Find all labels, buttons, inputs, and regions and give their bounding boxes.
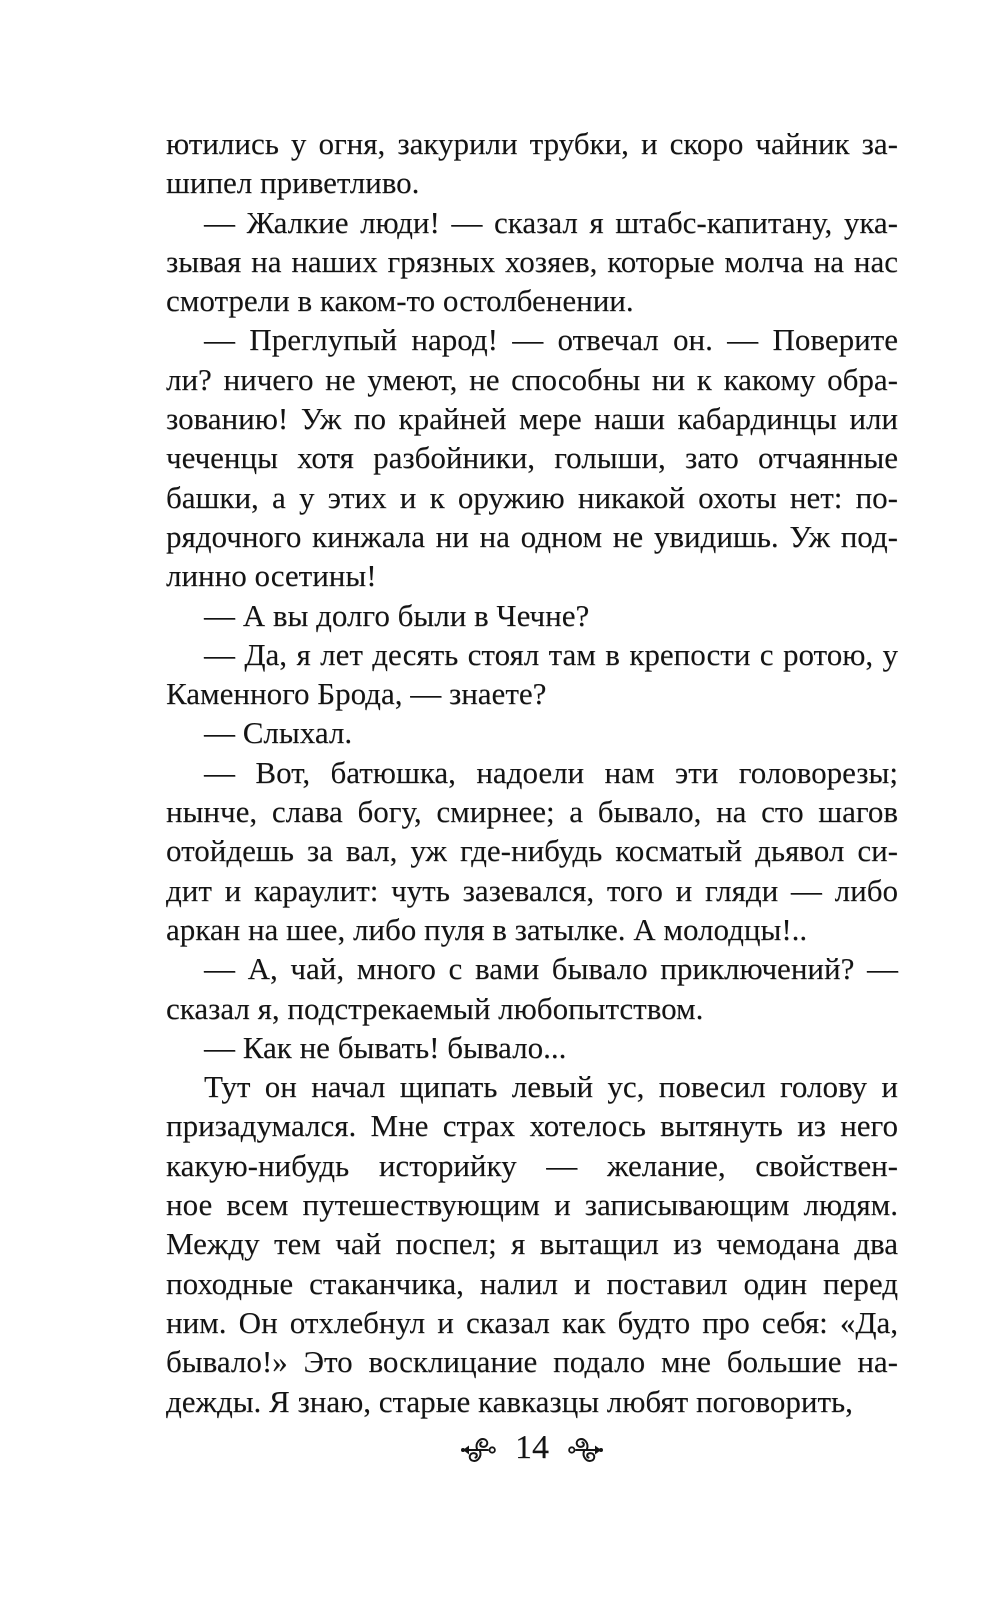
text-line: — Вот, батюшка, надоели нам эти головорезы;	[204, 754, 898, 790]
text-line: нынче, слава богу, смирнее; а бывало, на сто шагов	[166, 794, 898, 830]
text-line: дит и караулит: чуть зазевался, того и гляди — либо	[166, 872, 898, 908]
text-line: призадумался. Мне страх хотелось вытянуть из него	[166, 1108, 898, 1144]
text-line: башки, а у этих и к оружию никакой охоты нет: по-	[166, 479, 898, 515]
text-line: Между тем чай поспел; я вытащил из чемодана два	[166, 1226, 898, 1262]
text-line: ним. Он отхлебнул и сказал как будто про себя: «Да,	[166, 1304, 898, 1340]
text-line: отойдешь за вал, уж где-нибудь косматый дьявол си-	[166, 833, 898, 869]
fleuron-left-icon	[459, 1434, 497, 1466]
text-line: Тут он начал щипать левый ус, повесил голову и	[204, 1069, 898, 1105]
text-line: — А, чай, много с вами бывало приключений? —	[204, 951, 898, 987]
text-block	[166, 124, 898, 1421]
text-line: — Жалкие люди! — сказал я штабс-капитану, ука-	[204, 204, 898, 240]
text-line: — Да, я лет десять стоял там в крепости с ротою, у	[204, 636, 898, 672]
text-line: сказал я, подстрекаемый любопытством.	[166, 990, 704, 1026]
text-line: аркан на шее, либо пуля в затылке. А молодцы!..	[166, 911, 808, 947]
text-line: — Преглупый народ! — отвечал он. — Поверите	[204, 322, 898, 358]
text-line: линно осетины!	[166, 558, 377, 594]
text-line: бывало!» Это восклицание подало мне большие на-	[166, 1344, 898, 1380]
text-line: — Как не бывать! бывало...	[204, 1029, 567, 1065]
text-line: зывая на наших грязных хозяев, которые молча на нас	[166, 243, 898, 279]
text-line: рядочного кинжала ни на одном не увидишь. Уж под-	[166, 518, 898, 554]
fleuron-right-icon	[567, 1434, 605, 1466]
text-line: дежды. Я знаю, старые кавказцы любят поговорить,	[166, 1383, 853, 1419]
text-line: ное всем путешествующим и записывающим людям.	[166, 1187, 898, 1223]
text-line: какую-нибудь историйку — желание, свойствен-	[166, 1147, 898, 1183]
text-line: ютились у огня, закурили трубки, и скоро чайник за-	[166, 126, 898, 161]
text-line: — Слыхал.	[204, 715, 353, 751]
text-line: Каменного Брода, — знаете?	[166, 676, 547, 712]
page-footer	[166, 1428, 898, 1472]
text-line: ли? ничего не умеют, не способны ни к какому обра-	[166, 361, 898, 397]
text-line: походные стаканчика, налил и поставил один перед	[166, 1265, 898, 1301]
text-line: шипел приветливо.	[166, 165, 420, 201]
text-line: чеченцы хотя разбойники, голыши, зато отчаянные	[166, 440, 898, 476]
text-line: — А вы долго были в Чечне?	[204, 597, 590, 633]
text-line: смотрели в каком-то остолбенении.	[166, 283, 634, 319]
page-number: 14	[515, 1429, 549, 1466]
text-line: зованию! Уж по крайней мере наши кабардинцы или	[166, 401, 898, 437]
